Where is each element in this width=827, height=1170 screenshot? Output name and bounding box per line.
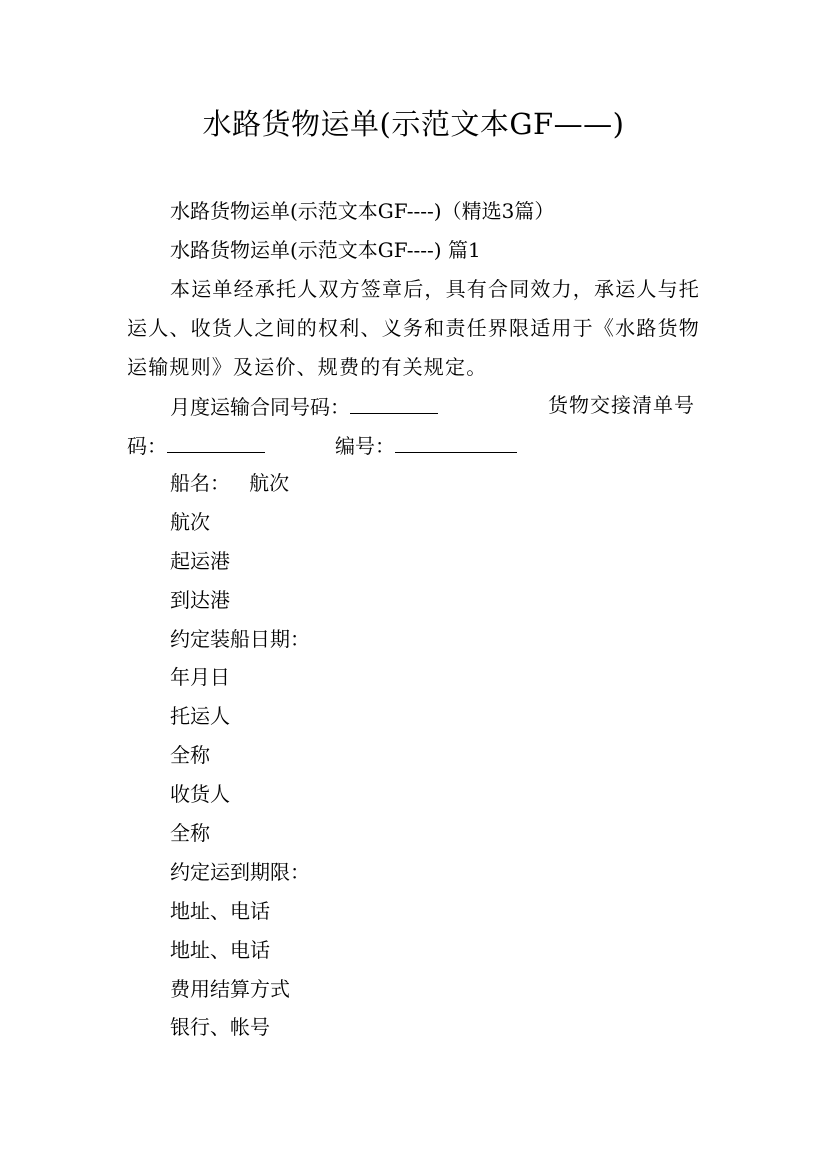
- serial-no-label: 编号：: [335, 434, 395, 458]
- field-line: 年月日: [170, 665, 230, 689]
- contract-no-row: [170, 393, 438, 419]
- field-line: 到达港: [170, 588, 230, 612]
- ship-name-line: 船名： 航次: [170, 471, 290, 495]
- section-heading: 水路货物运单(示范文本GF----) 篇1: [170, 238, 481, 262]
- field-line: 全称: [170, 743, 210, 767]
- handover-list-label-part2: 码：: [127, 434, 167, 458]
- field-line: 约定运到期限：: [170, 860, 310, 884]
- field-line: 地址、电话: [170, 938, 270, 962]
- contract-no-label: 月度运输合同号码：: [170, 395, 350, 419]
- handover-list-label-part1: 货物交接清单号: [548, 393, 695, 417]
- contract-no-blank: [350, 393, 438, 414]
- field-line: 托运人: [170, 704, 230, 728]
- document-subtitle: 水路货物运单(示范文本GF----)（精选3篇）: [170, 199, 555, 223]
- field-line: 约定装船日期：: [170, 627, 310, 651]
- field-line: 费用结算方式: [170, 977, 290, 1001]
- field-line: 地址、电话: [170, 899, 270, 923]
- intro-paragraph: 本运单经承托人双方签章后，具有合同效力，承运人与托运人、收货人之间的权利、义务和责任界限适用于《水路货物运输规则》及运价、规费的有关规定。: [127, 277, 700, 379]
- field-line: 航次: [170, 510, 210, 534]
- field-line: 全称: [170, 821, 210, 845]
- handover-list-blank: [167, 432, 265, 453]
- field-line: 收货人: [170, 782, 230, 806]
- field-line: 银行、帐号: [170, 1015, 270, 1039]
- field-line: 起运港: [170, 549, 230, 573]
- document-title: 水路货物运单(示范文本GF——): [202, 107, 625, 141]
- handover-serial-row: [127, 432, 517, 458]
- serial-no-blank: [395, 432, 517, 453]
